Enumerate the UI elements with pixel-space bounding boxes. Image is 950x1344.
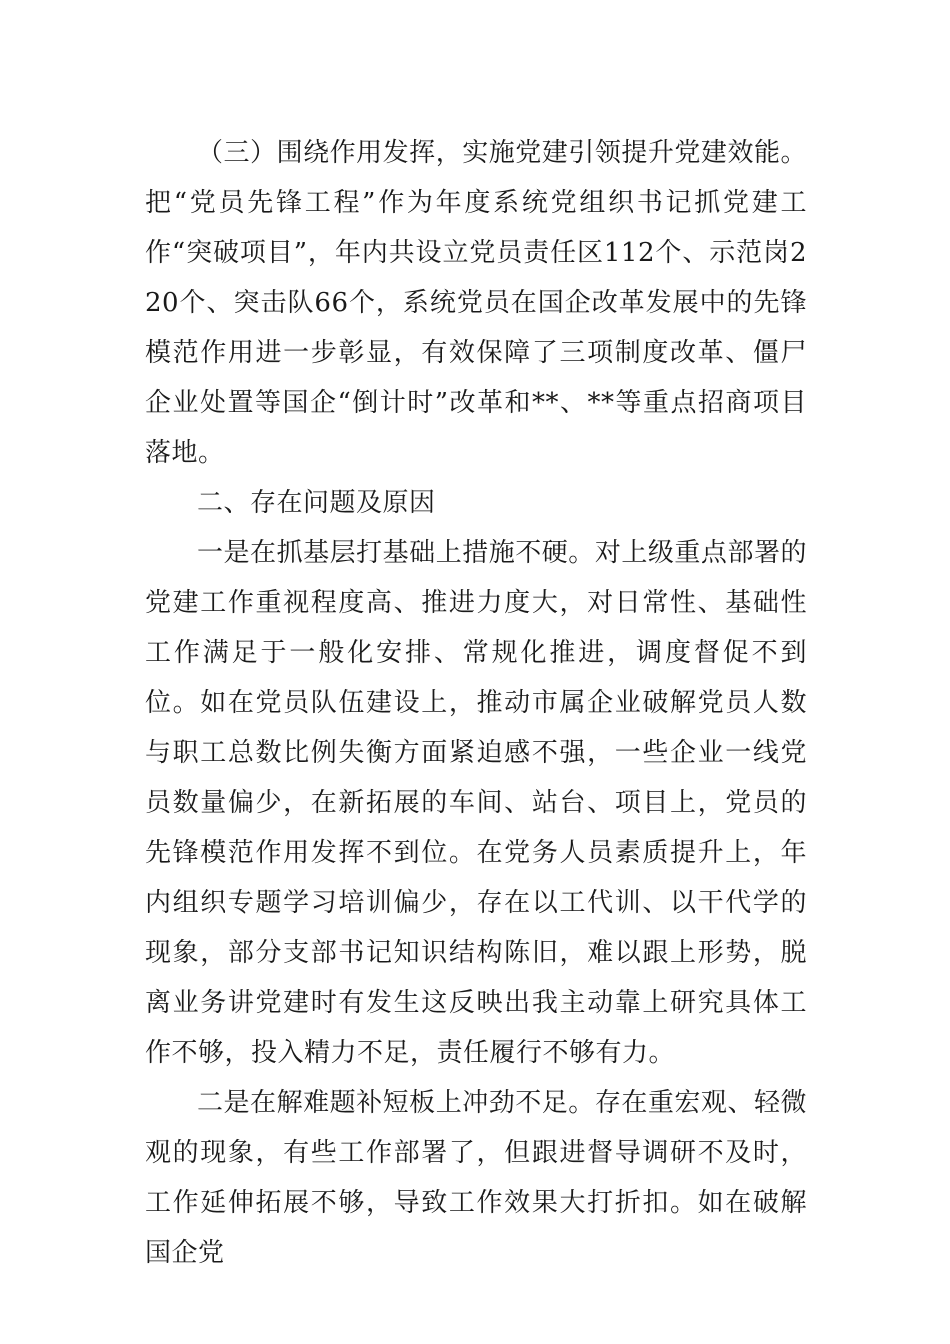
document-body	[145, 128, 807, 1278]
paragraph-problem-two: 二是在解难题补短板上冲劲不足。存在重宏观、轻微观的现象，有些工作部署了，但跟进督导调研不及时，工作延伸拓展不够，导致工作效果大打折扣。如在破解国企党	[145, 1088, 807, 1268]
section-heading-problems: 二、存在问题及原因	[197, 488, 436, 518]
paragraph-section-three: （三）围绕作用发挥，实施党建引领提升党建效能。把“党员先锋工程”作为年度系统党组织书记抓党建工作“突破项目”，年内共设立党员责任区112个、示范岗220个、突击队66个，系统党员在国企改革发展中的先锋模范作用进一步彰显，有效保障了三项制度改革、僵尸企业处置等国企“倒计时”改革和**、**等重点招商项目落地。	[145, 138, 807, 468]
paragraph-problem-one: 一是在抓基层打基础上措施不硬。对上级重点部署的党建工作重视程度高、推进力度大，对日常性、基础性工作满足于一般化安排、常规化推进，调度督促不到位。如在党员队伍建设上，推动市属企业破解党员人数与职工总数比例失衡方面紧迫感不强，一些企业一线党员数量偏少，在新拓展的车间、站台、项目上，党员的先锋模范作用发挥不到位。在党务人员素质提升上，年内组织专题学习培训偏少，存在以工代训、以干代学的现象，部分支部书记知识结构陈旧，难以跟上形势，脱离业务讲党建时有发生这反映出我主动靠上研究具体工作不够，投入精力不足，责任履行不够有力。	[145, 538, 807, 1068]
